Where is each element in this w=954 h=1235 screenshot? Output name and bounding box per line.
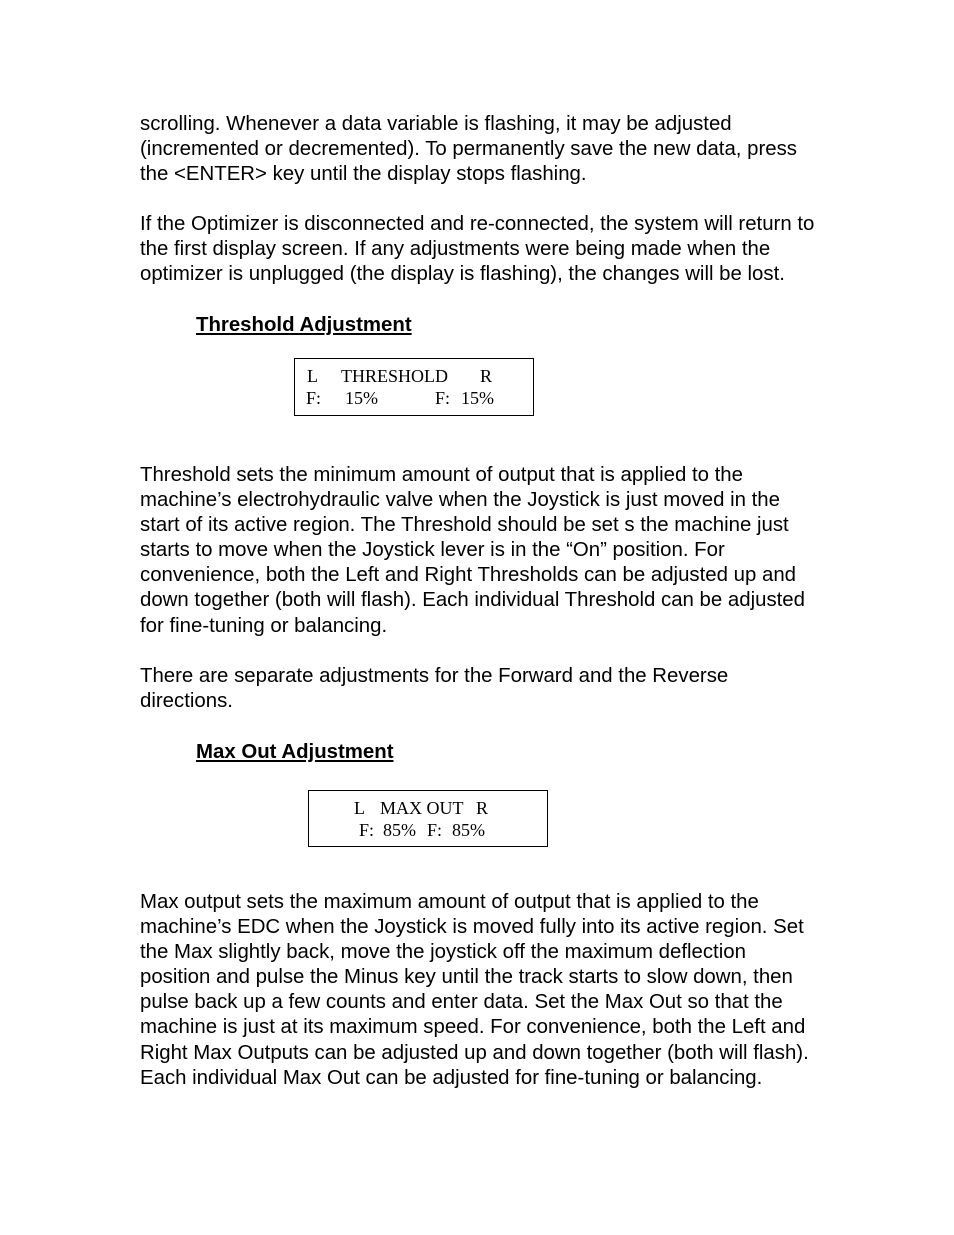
display-right-direction: F: (427, 820, 443, 840)
paragraph-line: Each individual Max Out can be adjusted for fine-tuning or balancing. (140, 1066, 763, 1089)
heading-threshold-adjustment: Threshold Adjustment (196, 314, 412, 336)
display-left-label: L (354, 798, 365, 818)
paragraph-line: start of its active region. The Threshold should be set s the machine just (140, 514, 789, 537)
display-right-value: 85% (452, 820, 485, 840)
paragraph-line: Right Max Outputs can be adjusted up and down together (both will flash). (140, 1041, 809, 1064)
paragraph-line: starts to move when the Joystick lever is in the “On” position. For (140, 539, 725, 562)
paragraph-disconnect (140, 212, 880, 287)
paragraph-line: pulse back up a few counts and enter data. Set the Max Out so that the (140, 991, 783, 1014)
paragraph-separate-adjustments (140, 664, 880, 714)
paragraph-line: convenience, both the Left and Right Thresholds can be adjusted up and (140, 564, 796, 587)
paragraph-line: the first display screen. If any adjustments were being made when the (140, 238, 771, 261)
paragraph-line: scrolling. Whenever a data variable is flashing, it may be adjusted (140, 113, 732, 135)
paragraph-line: directions. (140, 690, 233, 713)
paragraph-line: (incremented or decremented). To permanently save the new data, press (140, 138, 797, 161)
max-out-display-box (308, 790, 548, 847)
display-left-value: 15% (345, 388, 378, 408)
display-row-header (309, 797, 547, 819)
display-right-direction: F: (435, 388, 451, 408)
display-row-values (295, 387, 533, 409)
paragraph-line: If the Optimizer is disconnected and re-connected, the system will return to (140, 213, 815, 235)
paragraph-line: the <ENTER> key until the display stops flashing. (140, 163, 587, 186)
paragraph-threshold-description (140, 463, 880, 639)
paragraph-line: machine’s electrohydraulic valve when the Joystick is just moved in the (140, 489, 780, 512)
display-row-values (309, 819, 547, 841)
display-title: MAX OUT (380, 798, 464, 818)
paragraph-line: machine’s EDC when the Joystick is moved fully into its active region. Set (140, 916, 804, 939)
paragraph-line: position and pulse the Minus key until the track starts to slow down, then (140, 966, 793, 989)
paragraph-line: the Max slightly back, move the joystick off the maximum deflection (140, 941, 746, 964)
display-right-label: R (476, 798, 489, 818)
display-left-value: 85% (383, 820, 416, 840)
display-row-header (295, 365, 533, 387)
heading-max-out-adjustment: Max Out Adjustment (196, 741, 394, 763)
display-left-label: L (307, 366, 318, 386)
display-left-direction: F: (306, 388, 322, 408)
display-left-direction: F: (359, 820, 375, 840)
paragraph-max-out-description (140, 890, 880, 1091)
paragraph-line: down together (both will flash). Each individual Threshold can be adjusted (140, 589, 805, 612)
display-right-label: R (480, 366, 493, 386)
display-title: THRESHOLD (341, 366, 448, 386)
paragraph-line: Max output sets the maximum amount of output that is applied to the (140, 891, 759, 913)
paragraph-line: for fine-tuning or balancing. (140, 614, 388, 637)
paragraph-line: machine is just at its maximum speed. For convenience, both the Left and (140, 1016, 806, 1039)
threshold-display-box (294, 358, 534, 416)
paragraph-line: optimizer is unplugged (the display is flashing), the changes will be lost. (140, 263, 785, 286)
display-right-value: 15% (461, 388, 494, 408)
paragraph-line: Threshold sets the minimum amount of output that is applied to the (140, 464, 743, 486)
paragraph-line: There are separate adjustments for the Forward and the Reverse (140, 665, 729, 687)
paragraph-intro (140, 112, 880, 187)
